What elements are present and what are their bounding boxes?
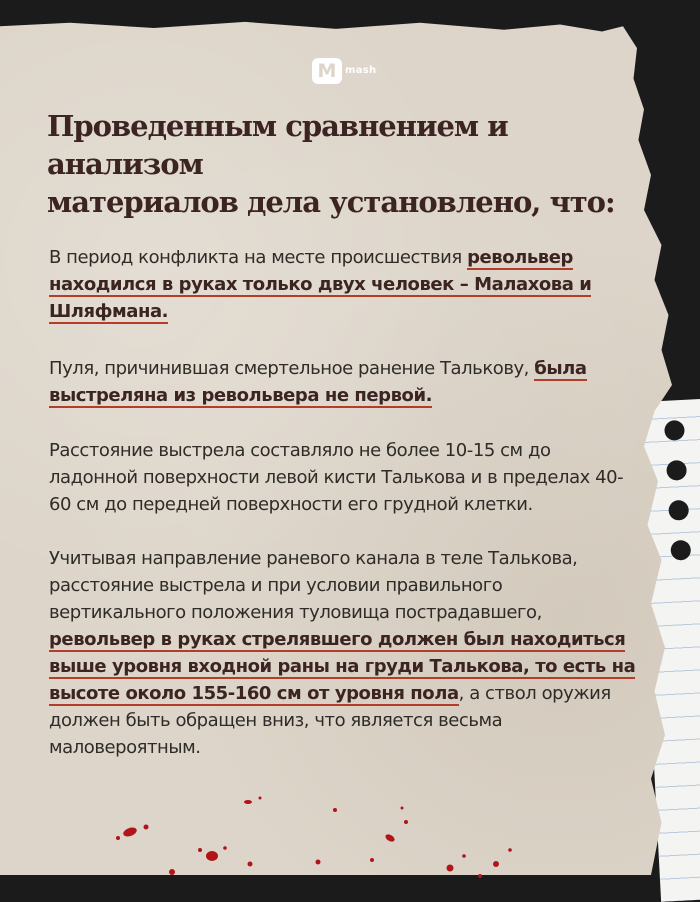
paragraph-text: Расстояние выстрела составляло не более 10-15 см до ладонной поверхности левой кисти Талькова и в пределах 40-60 см до передней поверхности его грудной клетки.	[49, 440, 624, 515]
paragraph-wound-channel	[49, 545, 639, 761]
paragraph-bullet	[49, 355, 639, 409]
binder-hole	[664, 420, 685, 441]
binder-hole	[666, 460, 687, 481]
highlighted-text: револьвер находился в руках только двух человек – Малахова и Шляфмана.	[49, 247, 592, 322]
paragraph-shot-distance	[49, 437, 639, 518]
heading-line-1: Проведенным сравнением и анализом	[47, 109, 508, 181]
heading-line-2: материалов дела установлено, что:	[47, 185, 615, 219]
paragraph-text: В период конфликта на месте происшествия	[49, 247, 468, 268]
paragraph-revolver-holders	[49, 244, 639, 325]
blood-splatter	[100, 790, 530, 880]
highlighted-text: револьвер в руках стрелявшего должен был находиться выше уровня входной раны на груди Талькова, то есть на высоте около 155-160 см от уровня пола	[49, 629, 636, 704]
paragraph-text: , а ствол оружия должен быть обращен вниз, что является весьма маловероятным.	[49, 683, 611, 758]
mash-logo-icon: M	[312, 58, 342, 84]
binder-hole	[670, 540, 691, 561]
mash-logo	[312, 58, 376, 84]
binder-hole	[668, 500, 689, 521]
highlighted-text: была выстреляна из револьвера не первой.	[49, 358, 587, 406]
page-heading	[47, 107, 647, 221]
mash-logo-text: mash	[345, 65, 377, 76]
paragraph-text: Пуля, причинившая смертельное ранение Талькову,	[49, 358, 535, 379]
paragraph-text: Учитывая направление раневого канала в теле Талькова, расстояние выстрела и при условии правильного вертикального положения туловища пострадавшего,	[49, 548, 578, 623]
